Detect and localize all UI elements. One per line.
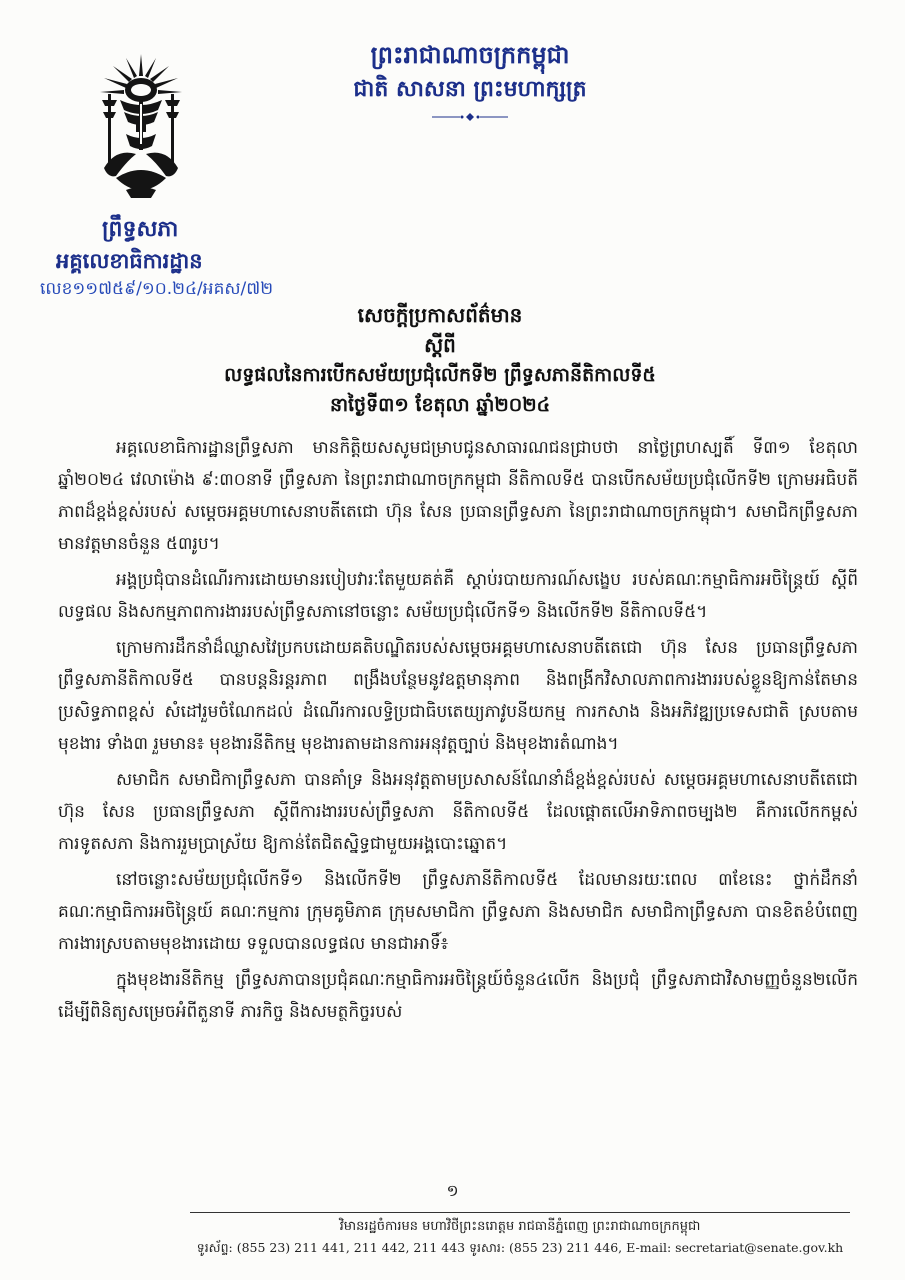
title-line-4: នាថ្ងៃទី៣១ ខែតុលា ឆ្នាំ២០២៤ [329, 394, 551, 416]
cambodian-royal-emblem-icon [96, 50, 186, 200]
paragraph-1: អគ្គលេខាធិការដ្ឋានព្រឹទ្ធសភា មានកិត្តិយសសូមជម្រាបជូនសាធារណជនជ្រាបថា នាថ្ងៃព្រហស្បតិ៍ ទី៣១ ខែតុលា ឆ្នាំ២០២៤ វេលាម៉ោង ៩:៣០នាទី ព្រឹទ្ធសភា នៃព្រះរាជាណាចក្រកម្ពុជា នីតិកាលទី៥ បានបើកសម័យប្រជុំលើកទី២ ក្រោមអធិបតីភាពដ៏ខ្ពង់ខ្ពស់របស់ សម្តេចអគ្គមហាសេនាបតីតេជោ ហ៊ុន សែន ប្រធានព្រឹទ្ធសភា នៃព្រះរាជាណាចក្រកម្ពុជា។ សមាជិកព្រឹទ្ធសភាមានវត្តមានចំនួន ៥៣រូប។ [58, 438, 858, 554]
organization-block [40, 212, 340, 302]
paragraph-5: នៅចន្លោះសម័យប្រជុំលើកទី១ និងលើកទី២ ព្រឹទ្ធសភានីតិកាលទី៥ ដែលមានរយៈពេល ៣ខែនេះ ថ្នាក់ដឹកនាំ គណៈកម្មាធិការអចិន្ត្រៃយ៍ គណៈកម្មការ ក្រុមគូមិភាគ ក្រុមសមាជិកា ព្រឹទ្ធសភា និងសមាជិក សមាជិកាព្រឹទ្ធសភា បានខិតខំបំពេញការងារស្របតាមមុខងារដោយ ទទួលបានលទ្ធផល មានជាអាទិ៍៖ [58, 870, 858, 954]
title-line-1: សេចក្តីប្រកាសព័ត៌មាន [357, 303, 523, 327]
title-line-3: លទ្ធផលនៃការបើកសម័យប្រជុំលើកទី២ ព្រឹទ្ធសភានីតិកាលទី៥ [224, 364, 656, 386]
document-title-block [170, 300, 710, 420]
kingdom-header [330, 38, 610, 122]
paragraph-4: សមាជិក សមាជិកាព្រឹទ្ធសភា បានគាំទ្រ និងអនុវត្តតាមប្រសាសន៍ណែនាំដ៏ខ្ពង់ខ្ពស់របស់ សម្តេចអគ្គមហាសេនាបតីតេជោ ហ៊ុន សែន ប្រធានព្រឹទ្ធសភា ស្តីពីការងាររបស់ព្រឹទ្ធសភា នីតិកាលទី៥ ដែលផ្តោតលើអាទិភាពចម្បង២ គឺការលើកកម្ពស់ការទូតសភា និងការរួមប្រាស្រ័យ ឱ្យកាន់តែជិតស្និទ្ធជាមួយអង្គបោះឆ្នោត។ [58, 770, 858, 854]
reference-number: លេខ១១៧៥៩/១០.២៤/អគស/៧២ [40, 279, 274, 299]
ornament-divider-icon [430, 112, 510, 122]
department-name: អគ្គលេខាធិការដ្ឋាន [56, 248, 203, 273]
paragraph-3: ក្រោមការដឹកនាំដ៏ឈ្លាសវៃប្រកបដោយគតិបណ្ឌិតរបស់សម្តេចអគ្គមហាសេនាបតីតេជោ ហ៊ុន សែន ប្រធានព្រឹទ្ធសភា ព្រឹទ្ធសភានីតិកាលទី៥ បានបន្តនិរន្តរភាព ពង្រឹងបន្ថែមនូវឧត្តមានុភាព និងពង្រីកវិសាលភាពការងាររបស់ខ្លួនឱ្យកាន់តែមានប្រសិទ្ធភាពខ្ពស់ សំដៅរួមចំណែកដល់ ដំណើរការលទ្ធិប្រជាធិបតេយ្យភាវូបនីយកម្ម ការកសាង និងអភិវឌ្ឍប្រទេសជាតិ ស្របតាមមុខងារ ទាំង៣ រួមមាន៖ មុខងារនីតិកម្ម មុខងារតាមដានការអនុវត្តច្បាប់ និងមុខងារតំណាង។ [58, 638, 858, 754]
document-body [58, 432, 858, 1032]
footer-divider [190, 1212, 850, 1213]
footer-address: វិមានរដ្ឋចំការមន មហាវិថីព្រះនរោត្តម រាជធានីភ្នំពេញ ព្រះរាជាណាចក្រកម្ពុជា [339, 1219, 701, 1234]
paragraph-6: ក្នុងមុខងារនីតិកម្ម ព្រឹទ្ធសភាបានប្រជុំគណៈកម្មាធិការអចិន្ត្រៃយ៍ចំនួន៤លើក និងប្រជុំ ព្រឹទ្ធសភាជាវិសាមញ្ញចំនួន២លើក ដើម្បីពិនិត្យសម្រេចអំពីតួនាទី ភារកិច្ច និងសមត្ថកិច្ចរបស់ [58, 970, 858, 1022]
paragraph-2: អង្គប្រជុំបានដំណើរការដោយមានរបៀបវារៈតែមួយគត់គឺ ស្តាប់របាយការណ៍សង្ខេប របស់គណៈកម្មាធិការអចិន្ត្រៃយ៍ ស្តីពីលទ្ធផល និងសកម្មភាពការងាររបស់ព្រឹទ្ធសភានៅចន្លោះ សម័យប្រជុំលើកទី១ និងលើកទី២ នីតិកាលទី៥។ [58, 570, 858, 622]
page-number: ១ [446, 1181, 459, 1200]
title-line-2: ស្តីពី [424, 333, 456, 357]
national-motto: ជាតិ សាសនា ព្រះមហាក្សត្រ [353, 76, 587, 102]
kingdom-title: ព្រះរាជាណាចក្រកម្ពុជា [370, 40, 570, 69]
organization-name: ព្រឹទ្ធសភា [102, 216, 179, 242]
footer-contact: ទូរស័ព្ទ: (855 23) 211 441, 211 442, 211 443 ទូរសារ: (855 23) 211 446, E-mail: secretariat@senate.gov.kh [196, 1240, 844, 1255]
